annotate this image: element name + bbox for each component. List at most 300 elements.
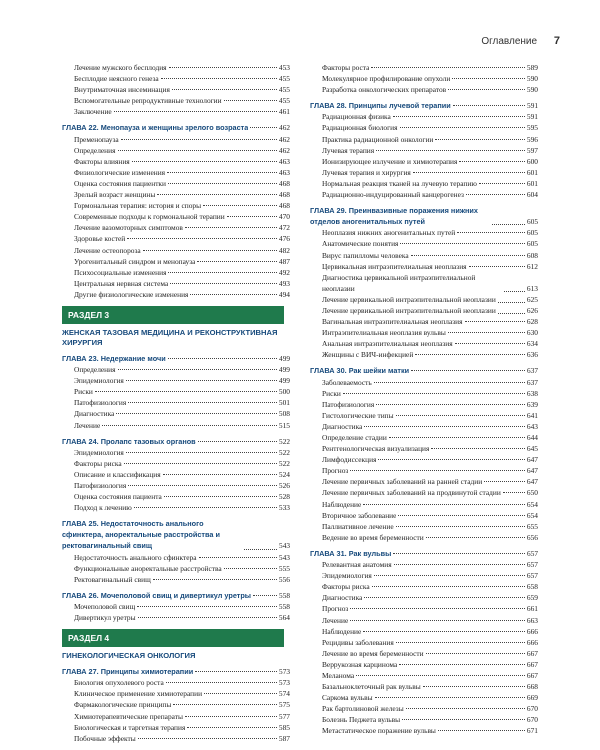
toc-entry[interactable] bbox=[310, 487, 538, 498]
toc-page-number: 494 bbox=[278, 289, 290, 299]
toc-entry[interactable] bbox=[310, 156, 538, 167]
toc-entry-title: Молекулярное профилирование опухоли bbox=[322, 74, 451, 84]
dot-leader bbox=[413, 172, 525, 173]
toc-page-number: 658 bbox=[526, 582, 538, 592]
toc-entry[interactable] bbox=[310, 648, 538, 659]
toc-entry-title: ГЛАВА 27. Принципы химиотерапии bbox=[62, 667, 194, 677]
toc-entry-title: Недостаточность анального сфинктера bbox=[74, 552, 197, 562]
toc-entry-title: Бесплодие неясного генеза bbox=[74, 74, 159, 84]
toc-entry-title: Психосоциальные изменения bbox=[74, 267, 167, 277]
toc-entry-title: Радиационная биология bbox=[322, 123, 398, 133]
toc-entry[interactable] bbox=[310, 603, 538, 614]
toc-entry[interactable] bbox=[310, 399, 538, 410]
dot-leader bbox=[138, 738, 277, 739]
dot-leader bbox=[402, 719, 525, 720]
toc-entry[interactable] bbox=[62, 106, 290, 117]
toc-page-number: 608 bbox=[526, 250, 538, 260]
toc-entry[interactable] bbox=[310, 250, 538, 261]
dot-leader bbox=[376, 150, 525, 151]
toc-entry[interactable] bbox=[62, 289, 290, 300]
toc-entry[interactable] bbox=[310, 692, 538, 703]
section-title: ГИНЕКОЛОГИЧЕСКАЯ ОНКОЛОГИЯ bbox=[62, 651, 196, 661]
toc-entry-title: Практика радиационной онкологии bbox=[322, 134, 434, 144]
toc-entry[interactable] bbox=[310, 227, 538, 238]
toc-entry-title: Вирус папилломы человека bbox=[322, 250, 409, 260]
toc-entry-title: Рентгенологическая визуализация bbox=[322, 444, 430, 454]
toc-page-number: 625 bbox=[526, 294, 538, 304]
toc-entry[interactable] bbox=[310, 581, 538, 592]
dot-leader bbox=[469, 266, 525, 267]
toc-entry[interactable] bbox=[310, 670, 538, 681]
toc-entry[interactable] bbox=[62, 601, 290, 612]
toc-entry[interactable] bbox=[310, 725, 538, 736]
toc-chapter[interactable] bbox=[310, 548, 538, 559]
toc-entry-title: Описание и классификация bbox=[74, 469, 161, 479]
toc-page-number: 657 bbox=[527, 548, 538, 558]
toc-entry[interactable] bbox=[310, 410, 538, 421]
toc-entry[interactable] bbox=[62, 222, 290, 233]
toc-entry[interactable] bbox=[62, 458, 290, 469]
toc-entry-title: ГЛАВА 31. Рак вульвы bbox=[310, 548, 392, 558]
toc-page-number: 661 bbox=[526, 604, 538, 614]
toc-entry-title: Факторы влияния bbox=[74, 156, 130, 166]
toc-entry-title: ГЛАВА 30. Рак шейки матки bbox=[310, 366, 410, 376]
toc-page-number: 462 bbox=[279, 123, 290, 133]
toc-entry[interactable] bbox=[310, 559, 538, 570]
toc-entry[interactable] bbox=[310, 122, 538, 133]
toc-entry-title: ГЛАВА 25. Недостаточность анального сфинктера, аноректальные расстройства и ректовагинальный свищ bbox=[62, 519, 220, 551]
toc-entry[interactable] bbox=[62, 267, 290, 278]
toc-chapter[interactable] bbox=[62, 666, 290, 677]
toc-page-number: 573 bbox=[278, 678, 290, 688]
header-title: Оглавление bbox=[481, 36, 538, 47]
dot-leader bbox=[455, 343, 525, 344]
dot-leader bbox=[393, 116, 525, 117]
toc-entry[interactable] bbox=[310, 510, 538, 521]
dot-leader bbox=[224, 568, 277, 569]
toc-entry-title: Паллиативное лечение bbox=[322, 521, 394, 531]
toc-entry[interactable] bbox=[62, 699, 290, 710]
toc-entry[interactable] bbox=[62, 711, 290, 722]
dot-leader bbox=[389, 437, 525, 438]
toc-page-number: 493 bbox=[278, 278, 290, 288]
toc-page-number: 556 bbox=[278, 574, 290, 584]
dot-leader bbox=[411, 255, 525, 256]
dot-leader bbox=[227, 216, 277, 217]
toc-entry[interactable] bbox=[310, 532, 538, 543]
toc-entry-title: Диагностика bbox=[74, 409, 115, 419]
dot-leader bbox=[199, 557, 277, 558]
toc-entry-title: ГЛАВА 28. Принципы лучевой терапии bbox=[310, 101, 451, 111]
toc-page-number: 591 bbox=[527, 101, 538, 111]
toc-entry[interactable] bbox=[310, 327, 538, 338]
toc-entry-title: Биология опухолевого роста bbox=[74, 678, 164, 688]
toc-entry[interactable] bbox=[310, 388, 538, 399]
toc-entry-title: Подход к лечению bbox=[74, 503, 132, 513]
toc-entry[interactable] bbox=[62, 189, 290, 200]
dot-leader bbox=[459, 161, 525, 162]
toc-page-number: 670 bbox=[526, 715, 538, 725]
toc-page-number: 461 bbox=[278, 107, 290, 117]
toc-entry[interactable] bbox=[310, 167, 538, 178]
toc-entry[interactable] bbox=[310, 570, 538, 581]
toc-column-right bbox=[310, 62, 538, 737]
section-banner: РАЗДЕЛ 3 bbox=[62, 306, 284, 324]
toc-chapter[interactable] bbox=[62, 122, 290, 133]
toc-entry[interactable] bbox=[310, 316, 538, 327]
toc-entry-title: Дивертикул уретры bbox=[74, 613, 136, 623]
dot-leader bbox=[116, 413, 277, 414]
toc-entry[interactable] bbox=[310, 84, 538, 95]
dot-leader bbox=[244, 549, 277, 550]
toc-page-number: 590 bbox=[526, 74, 538, 84]
toc-entry[interactable] bbox=[310, 637, 538, 648]
toc-page-number: 468 bbox=[278, 178, 290, 188]
toc-entry-title: Меланома bbox=[322, 670, 355, 680]
dot-leader bbox=[118, 150, 277, 151]
toc-page-number: 639 bbox=[526, 399, 538, 409]
toc-page-number: 647 bbox=[526, 466, 538, 476]
toc-entry[interactable] bbox=[62, 408, 290, 419]
dot-leader bbox=[466, 194, 525, 195]
dot-leader bbox=[102, 425, 277, 426]
dot-leader bbox=[173, 704, 277, 705]
toc-entry-title: Центральная нервная система bbox=[74, 278, 169, 288]
dot-leader bbox=[453, 105, 525, 106]
dot-leader bbox=[479, 183, 525, 184]
toc-page-number: 543 bbox=[278, 552, 290, 562]
dot-leader bbox=[426, 537, 525, 538]
toc-entry-title: Диагностика цервикальной интраэпителиальной неоплазии bbox=[322, 272, 476, 293]
toc-entry[interactable] bbox=[62, 233, 290, 244]
toc-entry-title: Радиационная физика bbox=[322, 112, 391, 122]
toc-entry-title: Лучевая терапия bbox=[322, 145, 375, 155]
toc-entry[interactable] bbox=[62, 502, 290, 513]
toc-entry[interactable] bbox=[62, 447, 290, 458]
toc-entry-title: Физиологические изменения bbox=[74, 167, 166, 177]
toc-page-number: 650 bbox=[526, 488, 538, 498]
dot-leader bbox=[172, 89, 277, 90]
toc-chapter[interactable] bbox=[62, 353, 290, 364]
dot-leader bbox=[124, 463, 277, 464]
toc-entry[interactable] bbox=[62, 145, 290, 156]
dot-leader bbox=[457, 232, 525, 233]
dot-leader bbox=[363, 504, 525, 505]
dot-leader bbox=[168, 272, 276, 273]
toc-entry-title: Разработка онкологических препаратов bbox=[322, 85, 447, 95]
toc-entry-title: Веррукозная карцинома bbox=[322, 659, 398, 669]
dot-leader bbox=[400, 243, 524, 244]
toc-entry-title: Ведение во время беременности bbox=[322, 532, 424, 542]
toc-entry-title: Неоплазия нижних аногенитальных путей bbox=[322, 228, 456, 238]
toc-entry[interactable] bbox=[310, 454, 538, 465]
toc-page-number: 601 bbox=[526, 178, 538, 188]
toc-entry[interactable] bbox=[310, 592, 538, 603]
toc-entry[interactable] bbox=[310, 476, 538, 487]
toc-entry[interactable] bbox=[62, 256, 290, 267]
toc-entry-title: Лечение вазомоторных симптомов bbox=[74, 223, 183, 233]
toc-entry-title: Биологическая и таргетная терапия bbox=[74, 722, 186, 732]
dot-leader bbox=[343, 393, 525, 394]
toc-entry[interactable] bbox=[310, 714, 538, 725]
dot-leader bbox=[415, 354, 525, 355]
toc-entry[interactable] bbox=[310, 377, 538, 388]
toc-page-number: 590 bbox=[526, 85, 538, 95]
dot-leader bbox=[203, 205, 277, 206]
dot-leader bbox=[168, 358, 277, 359]
toc-page-number: 668 bbox=[526, 682, 538, 692]
toc-page-number: 595 bbox=[526, 123, 538, 133]
dot-leader bbox=[127, 238, 277, 239]
toc-page-number: 634 bbox=[526, 339, 538, 349]
toc-entry[interactable] bbox=[62, 722, 290, 733]
dot-leader bbox=[161, 78, 277, 79]
toc-entry[interactable] bbox=[310, 338, 538, 349]
dot-leader bbox=[406, 708, 525, 709]
dot-leader bbox=[452, 78, 525, 79]
dot-leader bbox=[363, 631, 525, 632]
toc-entry[interactable] bbox=[62, 200, 290, 211]
toc-entry[interactable] bbox=[62, 491, 290, 502]
toc-entry[interactable] bbox=[310, 189, 538, 200]
toc-entry[interactable] bbox=[310, 659, 538, 670]
toc-entry[interactable] bbox=[310, 703, 538, 714]
toc-chapter[interactable] bbox=[310, 365, 538, 376]
toc-entry[interactable] bbox=[62, 552, 290, 563]
toc-entry[interactable] bbox=[62, 278, 290, 289]
toc-entry[interactable] bbox=[310, 465, 538, 476]
toc-entry[interactable] bbox=[62, 688, 290, 699]
toc-entry-title: Оценка состояния пациента bbox=[74, 492, 162, 502]
toc-entry[interactable] bbox=[62, 134, 290, 145]
toc-page-number: 577 bbox=[278, 711, 290, 721]
toc-page-number: 630 bbox=[526, 328, 538, 338]
toc-entry[interactable] bbox=[310, 626, 538, 637]
toc-page-number: 655 bbox=[526, 521, 538, 531]
dot-leader bbox=[504, 291, 525, 292]
toc-page-number: 533 bbox=[278, 503, 290, 513]
toc-entry-title: Лечение первичных заболеваний на ранней стадии bbox=[322, 477, 483, 487]
dot-leader bbox=[393, 553, 525, 554]
dot-leader bbox=[411, 370, 525, 371]
toc-entry-title: Факторы риска bbox=[74, 458, 122, 468]
dot-leader bbox=[167, 172, 277, 173]
toc-entry[interactable] bbox=[62, 62, 290, 73]
toc-entry[interactable] bbox=[62, 677, 290, 688]
dot-leader bbox=[394, 564, 525, 565]
toc-page-number: 659 bbox=[526, 593, 538, 603]
dot-leader bbox=[371, 67, 525, 68]
dot-leader bbox=[190, 294, 276, 295]
toc-page-number: 667 bbox=[526, 648, 538, 658]
toc-entry[interactable] bbox=[310, 261, 538, 272]
toc-page-number: 558 bbox=[279, 590, 290, 600]
toc-entry[interactable] bbox=[62, 469, 290, 480]
toc-entry[interactable] bbox=[310, 305, 538, 316]
toc-page-number: 626 bbox=[526, 305, 538, 315]
toc-page-number: 654 bbox=[526, 499, 538, 509]
toc-entry-title: Химиотерапевтические препараты bbox=[74, 711, 183, 721]
toc-page-number: 605 bbox=[526, 228, 538, 238]
toc-entry-title: Ректовагинальный свищ bbox=[74, 574, 151, 584]
toc-entry-title: Саркома вульвы bbox=[322, 693, 373, 703]
toc-entry-title: Наблюдение bbox=[322, 499, 362, 509]
section-title: ЖЕНСКАЯ ТАЗОВАЯ МЕДИЦИНА И РЕКОНСТРУКТИВНАЯ ХИРУРГИЯ bbox=[62, 327, 278, 347]
toc-entry[interactable] bbox=[62, 156, 290, 167]
dot-leader bbox=[350, 620, 525, 621]
toc-entry-title: Ионизирующее излучение и химиотерапия bbox=[322, 156, 458, 166]
toc-entry-title: Здоровье костей bbox=[74, 234, 126, 244]
toc-page-number: 657 bbox=[526, 560, 538, 570]
toc-entry[interactable] bbox=[310, 178, 538, 189]
toc-entry-title: Метастатическое поражение вульвы bbox=[322, 726, 436, 736]
toc-entry[interactable] bbox=[62, 480, 290, 491]
toc-entry-title: Анатомические понятия bbox=[322, 239, 399, 249]
toc-entry[interactable] bbox=[62, 211, 290, 222]
toc-entry-title: Болезнь Педжета вульвы bbox=[322, 715, 401, 725]
toc-entry[interactable] bbox=[310, 134, 538, 145]
toc-page-number: 508 bbox=[278, 409, 290, 419]
dot-leader bbox=[164, 496, 277, 497]
toc-entry[interactable] bbox=[310, 499, 538, 510]
toc-page-number: 472 bbox=[278, 223, 290, 233]
toc-entry[interactable] bbox=[310, 681, 538, 692]
toc-page-number: 522 bbox=[278, 447, 290, 457]
toc-entry[interactable] bbox=[310, 145, 538, 156]
toc-entry-title: Вторичное заболевание bbox=[322, 510, 397, 520]
toc-page-number: 666 bbox=[526, 626, 538, 636]
toc-entry[interactable] bbox=[62, 84, 290, 95]
toc-page-number: 522 bbox=[279, 436, 290, 446]
toc-page-number: 600 bbox=[526, 156, 538, 166]
dot-leader bbox=[128, 402, 277, 403]
toc-entry[interactable] bbox=[62, 95, 290, 106]
dot-leader bbox=[185, 227, 277, 228]
toc-page-number: 499 bbox=[278, 376, 290, 386]
toc-page-number: 543 bbox=[279, 541, 290, 551]
toc-entry[interactable] bbox=[62, 612, 290, 623]
toc-entry[interactable] bbox=[62, 563, 290, 574]
toc-chapter[interactable] bbox=[310, 205, 538, 227]
dot-leader bbox=[498, 302, 525, 303]
toc-entry-title: Прогноз bbox=[322, 466, 349, 476]
toc-entry[interactable] bbox=[62, 574, 290, 585]
toc-entry-title: Мочеполовой свищ bbox=[74, 601, 136, 611]
toc-entry-title: Патофизиология bbox=[74, 481, 127, 490]
dot-leader bbox=[224, 100, 277, 101]
toc-page-number: 638 bbox=[526, 388, 538, 398]
toc-entry-title: Лимфодиссекция bbox=[322, 455, 377, 465]
toc-page-number: 641 bbox=[526, 410, 538, 420]
dot-leader bbox=[438, 730, 525, 731]
dot-leader bbox=[187, 727, 277, 728]
toc-entry-title: Определение стадии bbox=[322, 433, 387, 442]
toc-entry[interactable] bbox=[62, 364, 290, 375]
toc-entry[interactable] bbox=[62, 397, 290, 408]
dot-leader bbox=[138, 617, 277, 618]
toc-entry[interactable] bbox=[310, 432, 538, 443]
toc-page-number: 455 bbox=[278, 85, 290, 95]
toc-entry[interactable] bbox=[310, 443, 538, 454]
toc-page-number: 575 bbox=[278, 700, 290, 710]
toc-entry-title: Современные подходы к гормональной терапии bbox=[74, 212, 225, 222]
toc-page-number: 644 bbox=[526, 433, 538, 442]
dot-leader bbox=[157, 194, 277, 195]
toc-page-number: 667 bbox=[526, 670, 538, 680]
dot-leader bbox=[95, 391, 277, 392]
toc-page-number: 647 bbox=[526, 477, 538, 487]
dot-leader bbox=[376, 404, 525, 405]
toc-entry-title: Лучевая терапия и хирургия bbox=[322, 167, 411, 177]
toc-entry[interactable] bbox=[310, 62, 538, 73]
toc-entry[interactable] bbox=[62, 178, 290, 189]
dot-leader bbox=[375, 697, 525, 698]
dot-leader bbox=[168, 183, 277, 184]
toc-entry[interactable] bbox=[62, 375, 290, 386]
toc-page-number: 628 bbox=[526, 317, 538, 327]
toc-entry[interactable] bbox=[62, 733, 290, 744]
toc-chapter[interactable] bbox=[62, 518, 290, 551]
toc-entry[interactable] bbox=[310, 521, 538, 532]
toc-page-number: 601 bbox=[526, 167, 538, 177]
toc-page-number: 657 bbox=[526, 571, 538, 581]
dot-leader bbox=[396, 526, 525, 527]
toc-entry-title: Функциональные аноректальные расстройства bbox=[74, 563, 222, 573]
toc-entry[interactable] bbox=[310, 111, 538, 122]
dot-leader bbox=[128, 485, 277, 486]
toc-entry[interactable] bbox=[62, 420, 290, 431]
dot-leader bbox=[448, 89, 525, 90]
toc-entry[interactable] bbox=[310, 238, 538, 249]
toc-chapter[interactable] bbox=[62, 590, 290, 601]
toc-page-number: 453 bbox=[278, 63, 290, 72]
toc-page-number: 470 bbox=[278, 212, 290, 222]
dot-leader bbox=[118, 369, 277, 370]
toc-entry[interactable] bbox=[62, 167, 290, 178]
toc-entry-title: ГЛАВА 26. Мочеполовой свищ и дивертикул уретры bbox=[62, 590, 252, 600]
toc-page-number: 524 bbox=[278, 469, 290, 479]
toc-entry-title: Базальноклеточный рак вульвы bbox=[322, 682, 421, 692]
toc-entry[interactable] bbox=[310, 349, 538, 360]
toc-entry[interactable] bbox=[310, 421, 538, 432]
running-header bbox=[481, 35, 560, 47]
dot-leader bbox=[250, 127, 277, 128]
toc-page-number: 455 bbox=[278, 96, 290, 106]
toc-entry[interactable] bbox=[310, 73, 538, 84]
toc-chapter[interactable] bbox=[62, 436, 290, 447]
toc-entry[interactable] bbox=[310, 615, 538, 626]
toc-entry-title: Заключение bbox=[74, 107, 112, 117]
dot-leader bbox=[137, 606, 277, 607]
toc-entry[interactable] bbox=[62, 386, 290, 397]
toc-entry[interactable] bbox=[62, 73, 290, 84]
toc-entry-title: Прогноз bbox=[322, 604, 349, 614]
toc-entry-title: Гистологические типы bbox=[322, 410, 394, 420]
toc-page-number: 663 bbox=[526, 615, 538, 625]
toc-page-number: 501 bbox=[278, 398, 290, 408]
toc-entry[interactable] bbox=[310, 294, 538, 305]
toc-entry-title: Лечение мужского бесплодия bbox=[74, 63, 167, 72]
toc-entry[interactable] bbox=[62, 245, 290, 256]
toc-entry-title: Эпидемиология bbox=[74, 447, 124, 457]
toc-chapter[interactable] bbox=[310, 100, 538, 111]
toc-page-number: 637 bbox=[526, 377, 538, 387]
dot-leader bbox=[378, 459, 524, 460]
toc-entry[interactable] bbox=[310, 272, 538, 294]
toc-entry-title: Женщины с ВИЧ-инфекцией bbox=[322, 350, 414, 360]
toc-page-number: 564 bbox=[278, 613, 290, 623]
page-number: 7 bbox=[553, 35, 560, 47]
